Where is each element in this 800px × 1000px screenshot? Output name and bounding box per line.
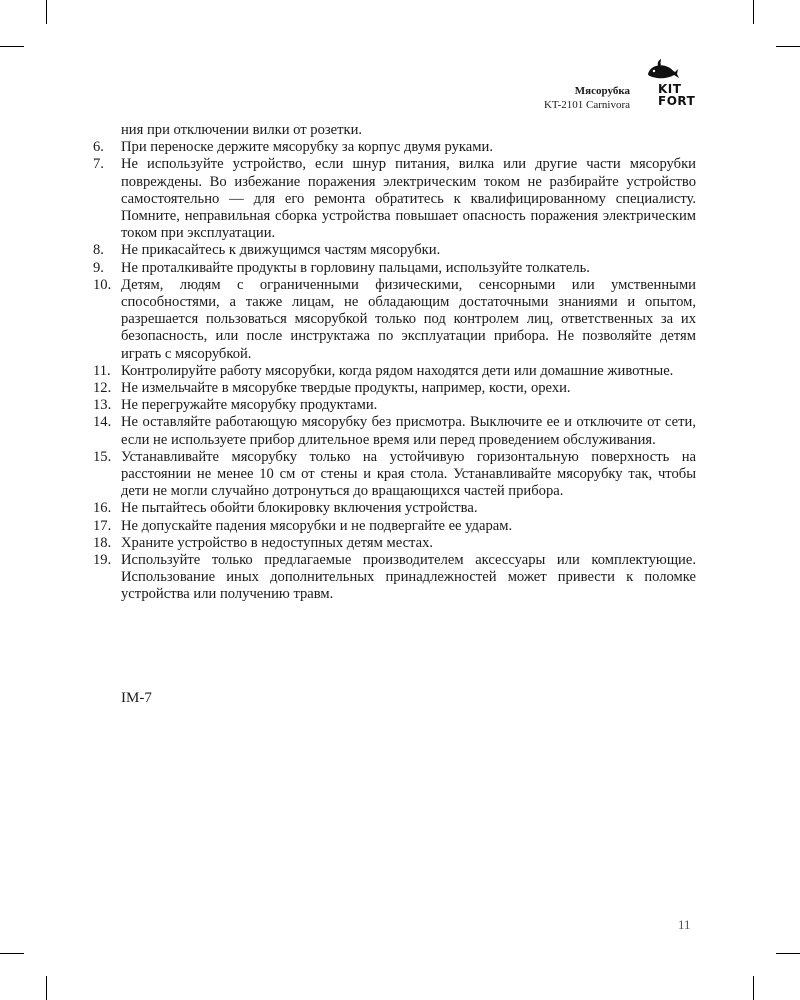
item-text: Не используйте устройство, если шнур питания, вилка или другие части мясорубки повреждены. Во избежание поражения электрическим током не разбирайте устройство самостоятельно — для его ремонта обратитесь к квалифицированному специалисту. Помните, неправильная сборка устройства повышает опасность поражения электрическим током при эксплуатации. (121, 156, 696, 242)
list-item (93, 363, 696, 380)
item-text: Не оставляйте работающую мясорубку без присмотра. Выключите ее и отключите от сети, если не используете прибор длительное время или перед проведением обслуживания. (121, 414, 696, 448)
item-text: Не допускайте падения мясорубки и не подвергайте ее ударам. (121, 517, 513, 534)
crop-mark (776, 46, 800, 47)
list-item (93, 414, 696, 448)
item-text: Не перегружайте мясорубку продуктами. (121, 397, 378, 414)
crop-mark (0, 953, 24, 954)
list-item (93, 397, 696, 414)
item-text: При переноске держите мясорубку за корпус двумя руками. (121, 139, 493, 156)
crop-mark (46, 976, 47, 1000)
list-item (93, 260, 696, 277)
list-item (93, 449, 696, 501)
list-item (93, 277, 696, 363)
logo-text-fort: FORT (658, 94, 696, 108)
item-number: 18. (93, 534, 112, 551)
item-text: Не пытайтесь обойти блокировку включения устройства. (121, 500, 478, 517)
list-item (93, 242, 696, 259)
item-text: Устанавливайте мясорубку только на устойчивую горизонтальную поверхность на расстоянии не менее 10 см от стены и края стола. Устанавливайте мясорубку так, чтобы дети не могли случайно дотронуться до вращающихся частей прибора. (121, 448, 696, 500)
item-number: 14. (93, 414, 112, 431)
brand-logo (640, 58, 700, 108)
product-title: Мясорубка (574, 85, 630, 97)
crop-mark (776, 953, 800, 954)
crop-mark (753, 0, 754, 24)
item-text: Контролируйте работу мясорубки, когда рядом находятся дети или домашние животные. (121, 362, 674, 379)
list-item (93, 500, 696, 517)
item-number: 11. (93, 362, 111, 379)
item-number: 15. (93, 448, 112, 465)
document-code: IM-7 (121, 690, 152, 706)
item-number: 6. (93, 139, 104, 156)
item-number: 7. (93, 156, 104, 173)
page-number: 11 (678, 917, 691, 932)
item-number: 12. (93, 380, 112, 397)
crop-mark (46, 0, 47, 24)
page-header (544, 84, 630, 112)
list-item (93, 380, 696, 397)
product-model: KT-2101 Carnivora (543, 99, 630, 111)
crop-mark (0, 46, 24, 47)
item-text: Не прикасайтесь к движущимся частям мясорубки. (121, 242, 441, 259)
item-number: 17. (93, 517, 112, 534)
item-text: Используйте только предлагаемые производителем аксессуары или комплектующие. Использование иных дополнительных принадлежностей может привести к поломке устройства или получению травм. (121, 552, 696, 603)
list-item (93, 156, 696, 242)
item-number: 9. (93, 259, 104, 276)
item-number: 19. (93, 552, 112, 569)
list-item (93, 552, 696, 604)
item-text: Не проталкивайте продукты в горловину пальцами, используйте толкатель. (121, 259, 590, 276)
item-number: 13. (93, 397, 112, 414)
kitfort-whale-icon (644, 58, 680, 82)
continued-text: ния при отключении вилки от розетки. (121, 122, 363, 138)
crop-mark (753, 976, 754, 1000)
item-number: 8. (93, 242, 104, 259)
list-item (93, 535, 696, 552)
item-text: Детям, людям с ограниченными физическими, сенсорными или умственными способностями, а также лицам, не обладающим достаточными знаниями и опытом, разрешается пользоваться мясорубкой только под контролем лиц, ответственных за их безопасность, или после инструктажа по эксплуатации прибора. Не позволяйте детям играть с мясорубкой. (121, 276, 696, 362)
item-number: 16. (93, 500, 112, 517)
safety-instructions (93, 122, 696, 604)
item-text: Храните устройство в недоступных детям местах. (121, 534, 434, 551)
list-item (93, 139, 696, 156)
logo-text-kit: KIT (658, 82, 682, 96)
item-text: Не измельчайте в мясорубке твердые продукты, например, кости, орехи. (121, 380, 571, 397)
item-number: 10. (93, 276, 112, 293)
list-item (93, 518, 696, 535)
